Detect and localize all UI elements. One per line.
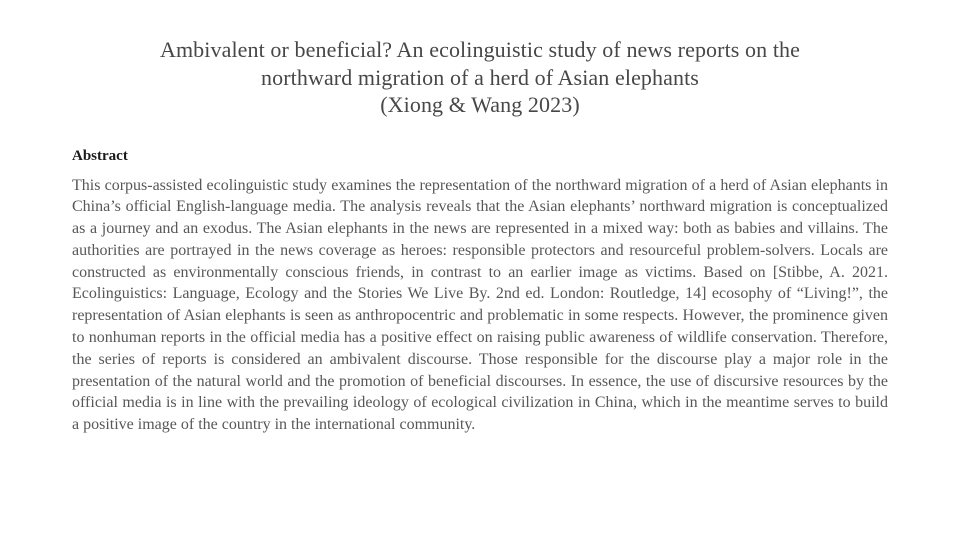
abstract-heading: Abstract (72, 147, 128, 164)
paper-title (72, 36, 888, 119)
paper-title-line: northward migration of a herd of Asian elephants (261, 64, 699, 90)
paper-title-line: Ambivalent or beneficial? An ecolinguistic study of news reports on the (159, 37, 801, 62)
abstract-text: This corpus-assisted ecolinguistic study examines the representation of the northward migration of a herd of Asian elephants in China’s official English-language media. The analysis reveals that the Asian elephants’ northward migration is conceptualized as a journey and an exodus. The Asian elephants in the news are represented in a mixed way: both as babies and villains. The authorities are portrayed in the news coverage as heroes: responsible protectors and resourceful problem-solvers. Locals are constructed as environmentally conscious friends, in contrast to an earlier image as victims. Based on [Stibbe, A. 2021. Ecolinguistics: Language, Ecology and the Stories We Live By. 2nd ed. London: Routledge, 14] ecosophy of “Living!”, the representation of Asian elephants is seen as anthropocentric and problematic in some respects. However, the prominence given to nonhuman reports in the official media has a positive effect on raising public awareness of wildlife conservation. Therefore, the series of reports is considered an ambivalent discourse. Those responsible for the discourse play a major role in the presentation of the natural world and the promotion of beneficial discourses. In essence, the use of discursive resources by the official media is in line with the prevailing ideology of ecological civilization in China, which in the meantime serves to build a positive image of the country in the international community. (72, 176, 888, 434)
paper-title-citation: (Xiong & Wang 2023) (380, 92, 580, 117)
